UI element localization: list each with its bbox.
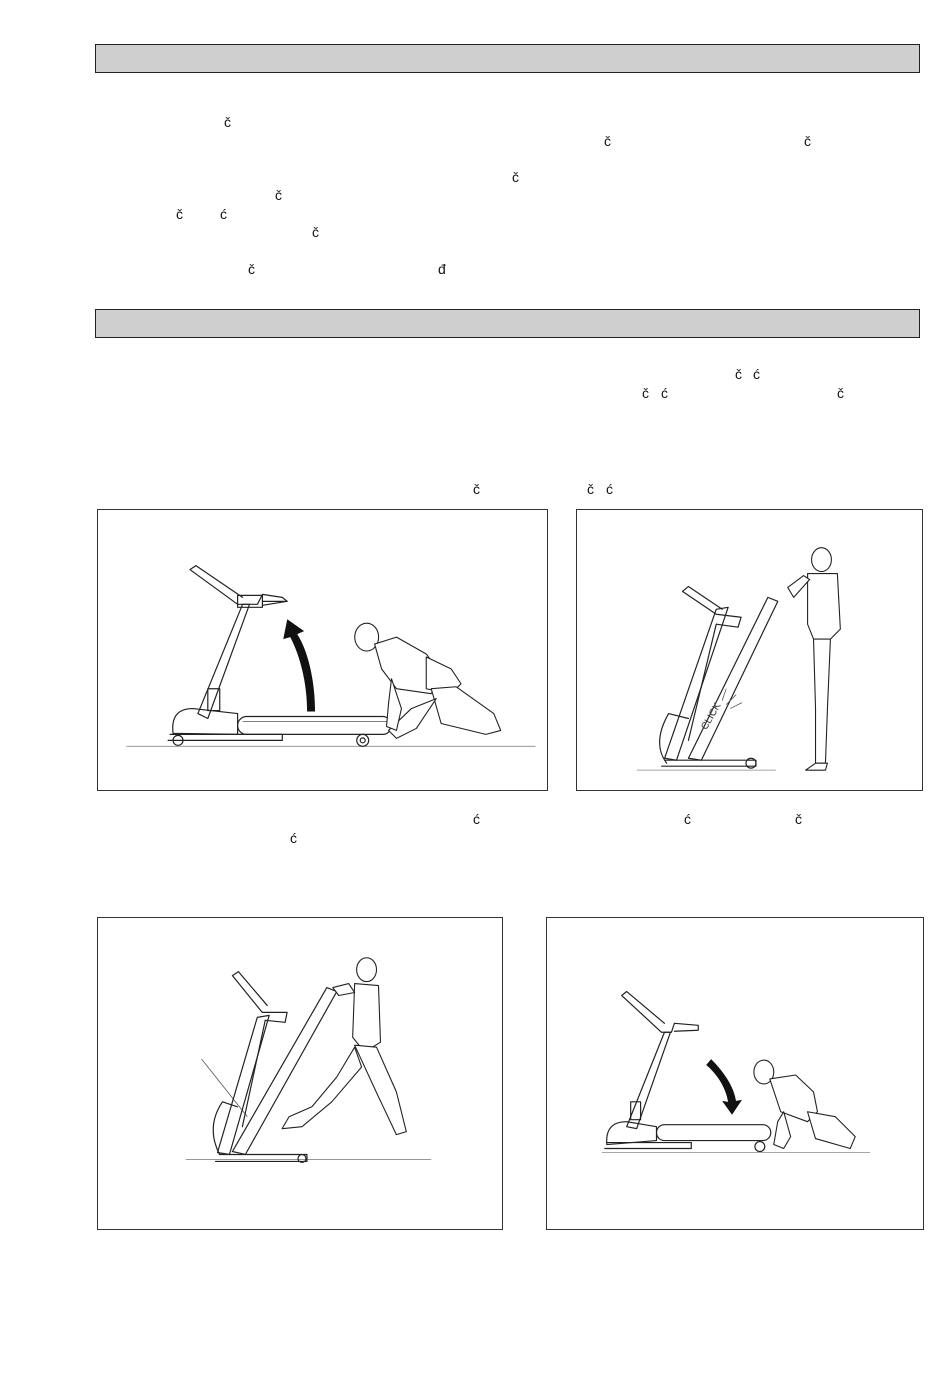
text-glyph: č [275, 187, 282, 203]
walking-person [282, 958, 406, 1135]
figure-1-lift-deck [97, 509, 548, 791]
figure-4-lower-deck [546, 917, 924, 1230]
text-glyph: č [837, 385, 844, 401]
text-glyph: č [176, 206, 183, 222]
figure-3-push-fold [97, 917, 503, 1230]
text-glyph: ć [473, 811, 480, 827]
text-glyph: č [804, 133, 811, 149]
arrow-up-icon [283, 619, 315, 711]
treadmill-flat [168, 566, 391, 747]
text-glyph: ć [606, 481, 613, 497]
treadmill-folded [213, 972, 337, 1163]
text-glyph: č [587, 481, 594, 497]
figure-4-illustration [547, 918, 923, 1229]
text-glyph: č [248, 261, 255, 277]
text-glyph: č [473, 481, 480, 497]
text-glyph: ć [684, 811, 691, 827]
text-glyph: č [312, 224, 319, 240]
text-glyph: č [795, 811, 802, 827]
figure-2-locked-upright [576, 509, 923, 791]
figure-1-illustration [98, 510, 547, 790]
treadmill-flat [605, 992, 771, 1152]
treadmill-folded [660, 586, 778, 768]
kneeling-person [355, 623, 501, 738]
standing-person [788, 548, 841, 770]
svg-text:CLICK: CLICK [699, 701, 724, 732]
text-glyph: č [642, 385, 649, 401]
arrow-down-icon [706, 1059, 742, 1115]
pointer-line [202, 1059, 248, 1117]
text-glyph: ć [661, 385, 668, 401]
figure-2-illustration [577, 510, 922, 790]
text-glyph: đ [438, 261, 446, 277]
click-label [699, 701, 723, 732]
text-glyph: č [512, 169, 519, 185]
text-glyph: č [224, 114, 231, 130]
text-glyph: č [735, 366, 742, 382]
kneeling-person [754, 1060, 855, 1148]
click-spark-icon [722, 689, 742, 709]
text-glyph: č [604, 133, 611, 149]
section-header-bar-1 [95, 44, 920, 73]
text-glyph: ć [753, 366, 760, 382]
figure-3-illustration [98, 918, 502, 1229]
text-glyph: ć [220, 206, 227, 222]
text-glyph: ć [290, 830, 297, 846]
section-header-bar-2 [95, 309, 920, 338]
